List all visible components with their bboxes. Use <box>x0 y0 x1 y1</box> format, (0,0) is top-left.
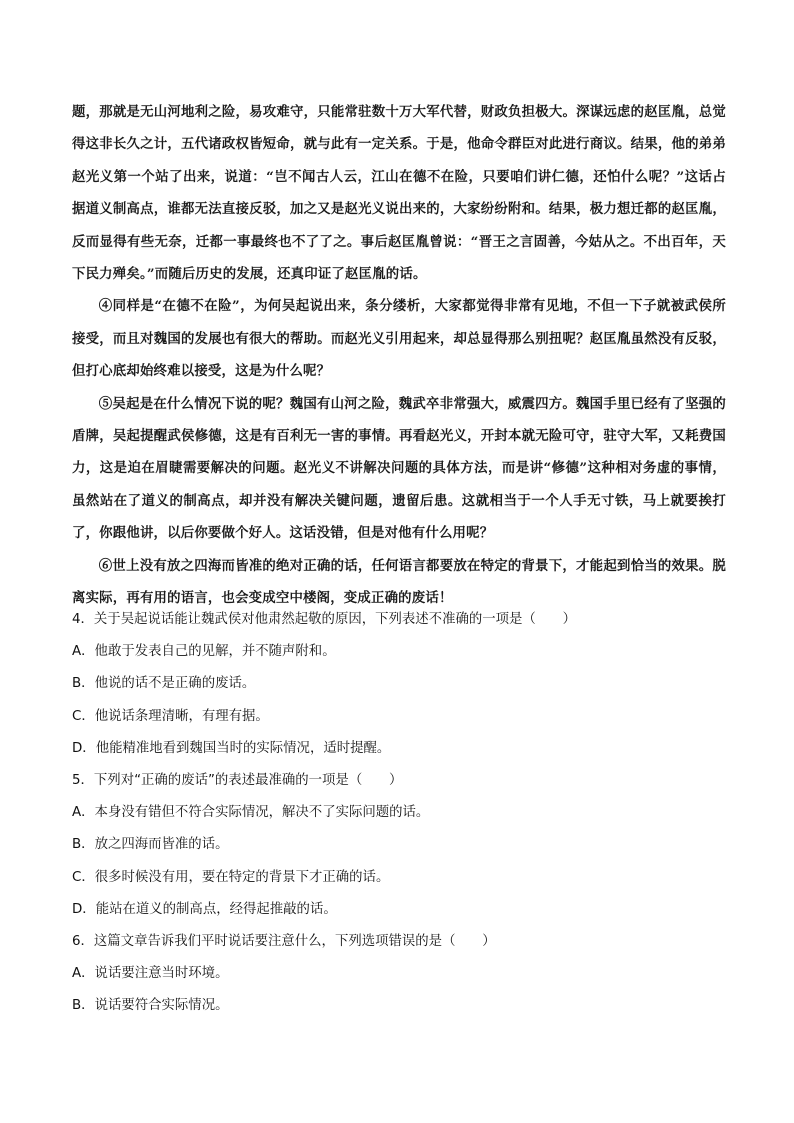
question-option-b: B．放之四海而皆准的话。 <box>72 837 229 853</box>
question-stem: 4．关于吴起说话能让魏武侯对他肃然起敬的原因，下列表述不准确的一项是（ ） <box>72 612 576 627</box>
question-option-a: A．本身没有错但不符合实际情况，解决不了实际问题的话。 <box>72 805 430 821</box>
question-option-a: A．说话要注意当时环境。 <box>72 966 229 982</box>
question-4 <box>72 604 726 765</box>
question-6 <box>72 926 726 1023</box>
question-stem: 6．这篇文章告诉我们平时说话要注意什么，下列选项错误的是（ ） <box>72 934 496 950</box>
question-option-a: A．他敢于发表自己的见解，并不随声附和。 <box>72 644 336 660</box>
passage-paragraph-6: ⑥世上没有放之四海而皆准的绝对正确的话，任何语言都要放在特定的背景下，才能起到恰当的效果。脱离实际，再有用的语言，也会变成空中楼阁，变成正确的废话！ <box>72 557 726 607</box>
question-option-b: B．说话要符合实际情况。 <box>72 998 229 1014</box>
question-option-b: B．他说的话不是正确的废话。 <box>72 676 256 692</box>
reading-passage <box>72 96 726 615</box>
question-option-d: D．他能精准地看到魏国当时的实际情况，适时提醒。 <box>72 740 391 756</box>
passage-paragraph-5: ⑤吴起是在什么情况下说的呢？魏国有山河之险，魏武卒非常强大，威震四方。魏国手里已经有了坚强的盾牌，吴起提醒武侯修德，这是有百利无一害的事情。再看赵光义，开封本就无险可守，驻守大军，又耗费国力，这是迫在眉睫需要解决的问题。赵光义不讲解决问题的具体方法，而是讲“修德”这种相对务虚的事情，虽然站在了道义的制高点，却并没有解决关键问题，遗留后患。这就相当于一个人手无寸铁，马上就要挨打了，你跟他讲，以后你要做个好人。这话没错，但是对他有什么用呢？ <box>72 395 726 542</box>
question-list <box>72 604 726 1023</box>
question-option-c: C．他说话条理清晰，有理有据。 <box>72 708 269 724</box>
question-option-c: C．很多时候没有用，要在特定的背景下才正确的话。 <box>72 869 390 885</box>
passage-paragraph-4: ④同样是“在德不在险”，为何吴起说出来，条分缕析，大家都觉得非常有见地，不但一下子就被武侯所接受，而且对魏国的发展也有很大的帮助。而赵光义引用起来，却总显得那么别扭呢？赵匡胤虽然没有反驳，但打心底却始终难以接受，这是为什么呢？ <box>72 298 726 380</box>
question-option-d: D．能站在道义的制高点，经得起推敲的话。 <box>72 901 337 917</box>
passage-paragraph-continued: 题，那就是无山河地利之险，易攻难守，只能常驻数十万大军代替，财政负担极大。深谋远虑的赵匡胤，总觉得这非长久之计，五代诸政权皆短命，就与此有一定关系。于是，他命令群臣对此进行商议。结果，他的弟弟赵光义第一个站了出来，说道：“岂不闻古人云，江山在德不在险，只要咱们讲仁德，还怕什么呢？”这话占据道义制高点，谁都无法直接反驳，加之又是赵光义说出来的，大家纷纷附和。结果，极力想迁都的赵匡胤，反而显得有些无奈，迁都一事最终也不了了之。事后赵匡胤曾说：“晋王之言固善，今姑从之。不出百年，天下民力殚矣。”而随后历史的发展，还真印证了赵匡胤的话。 <box>72 104 726 283</box>
question-5 <box>72 765 726 926</box>
question-stem: 5．下列对“正确的废话”的表述最准确的一项是（ ） <box>72 773 403 789</box>
